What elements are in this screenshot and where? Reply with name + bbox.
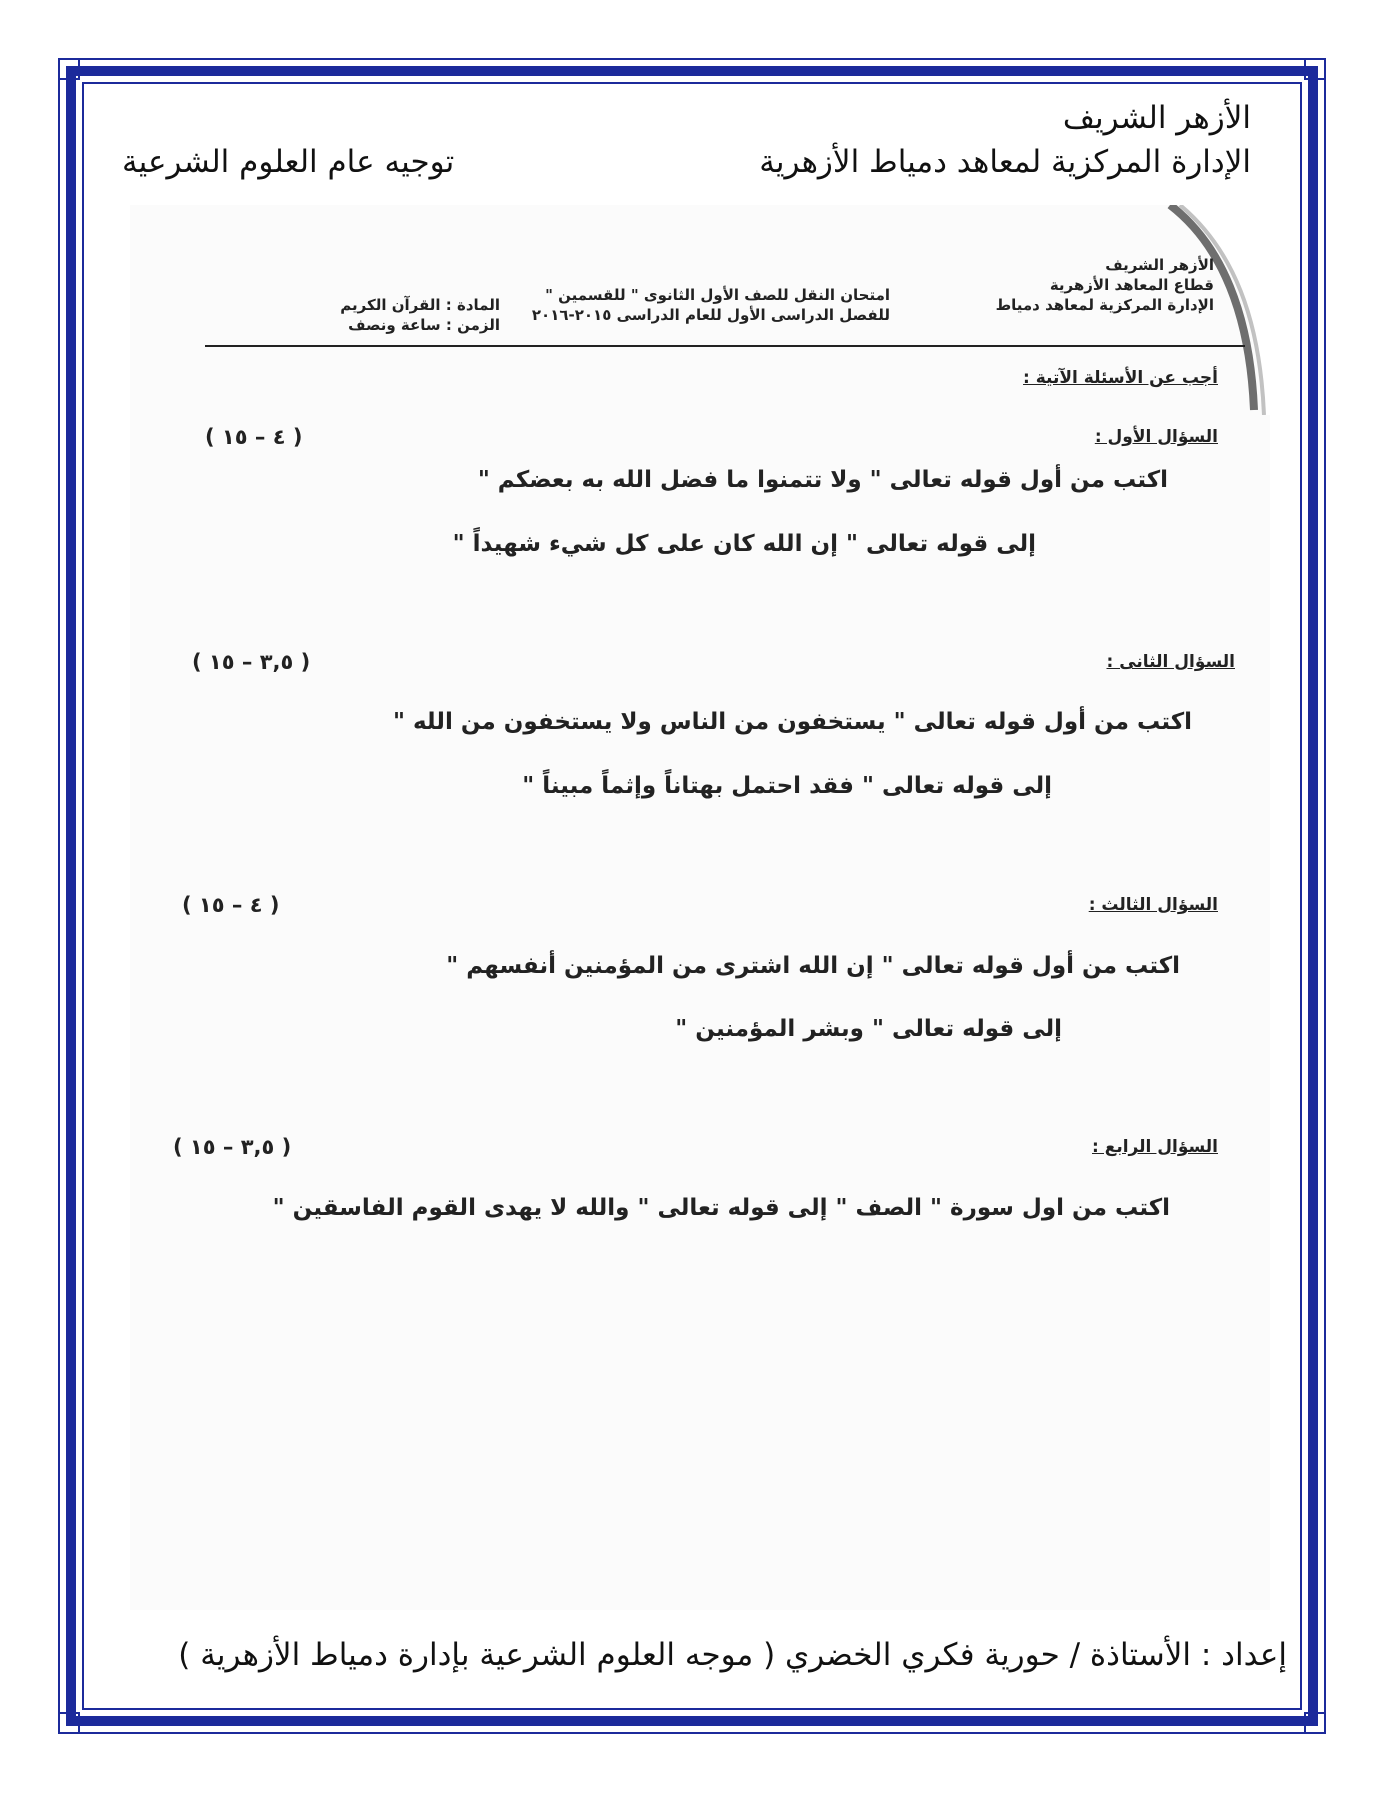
question-label: السؤال الثالث : — [1088, 895, 1218, 915]
exam-header-left — [340, 295, 500, 335]
question-label: السؤال الثانى : — [1106, 652, 1235, 672]
exam-header-rule — [205, 345, 1245, 347]
exam-header-right-line: الإدارة المركزية لمعاهد دمياط — [995, 296, 1214, 314]
exam-header-duration: الزمن : ساعة ونصف — [348, 316, 500, 334]
frame-corner-top-right — [1304, 58, 1326, 80]
exam-header-right-line: قطاع المعاهد الأزهرية — [1049, 276, 1214, 294]
footer-prepared-by: إعداد : الأستاذة / حورية فكري الخضري ( موجه العلوم الشرعية بإدارة دمياط الأزهرية ) — [178, 1637, 1287, 1673]
question-label: السؤال الرابع : — [1092, 1137, 1218, 1157]
header-administration: الإدارة المركزية لمعاهد دمياط الأزهرية — [759, 144, 1251, 180]
question-score: ( ٤ – ١٥ ) — [182, 893, 280, 917]
header-directorate: توجيه عام العلوم الشرعية — [122, 144, 455, 180]
exam-header-center-line: للفصل الدراسى الأول للعام الدراسى ٢٠١٥-٢٠١٦ — [531, 306, 890, 324]
frame-corner-bottom-right — [1304, 1712, 1326, 1734]
question-text-line: اكتب من أول قوله تعالى " يستخفون من الناس ولا يستخفون من الله " — [392, 709, 1192, 735]
question-text-line: اكتب من أول قوله تعالى " إن الله اشترى من المؤمنين أنفسهم " — [446, 953, 1180, 979]
exam-header-subject: المادة : القرآن الكريم — [340, 296, 500, 314]
question-score: ( ٣,٥ – ١٥ ) — [192, 650, 311, 674]
question-label: السؤال الأول : — [1094, 427, 1218, 447]
exam-header-right-line: الأزهر الشريف — [1105, 256, 1214, 274]
header-institution: الأزهر الشريف — [1062, 100, 1251, 136]
question-text-line: إلى قوله تعالى " وبشر المؤمنين " — [675, 1016, 1062, 1042]
exam-instruction: أجب عن الأسئلة الآتية : — [1023, 368, 1218, 388]
question-text-line: اكتب من أول قوله تعالى " ولا تتمنوا ما فضل الله به بعضكم " — [477, 467, 1168, 493]
question-text-line: إلى قوله تعالى " فقد احتمل بهتاناً وإثماً مبيناً " — [522, 773, 1052, 799]
frame-corner-top-left — [58, 58, 80, 80]
frame-corner-bottom-left — [58, 1712, 80, 1734]
question-score: ( ٤ – ١٥ ) — [205, 425, 303, 449]
question-text-line: إلى قوله تعالى " إن الله كان على كل شيء شهيداً " — [452, 531, 1036, 557]
question-score: ( ٣,٥ – ١٥ ) — [173, 1135, 292, 1159]
exam-sheet — [130, 205, 1270, 1610]
exam-header-center — [532, 285, 890, 325]
question-text-line: اكتب من اول سورة " الصف " إلى قوله تعالى " والله لا يهدى القوم الفاسقين " — [272, 1195, 1170, 1221]
exam-header-center-line: امتحان النقل للصف الأول الثانوى " للقسمين " — [545, 286, 890, 304]
exam-header-right — [996, 255, 1214, 315]
